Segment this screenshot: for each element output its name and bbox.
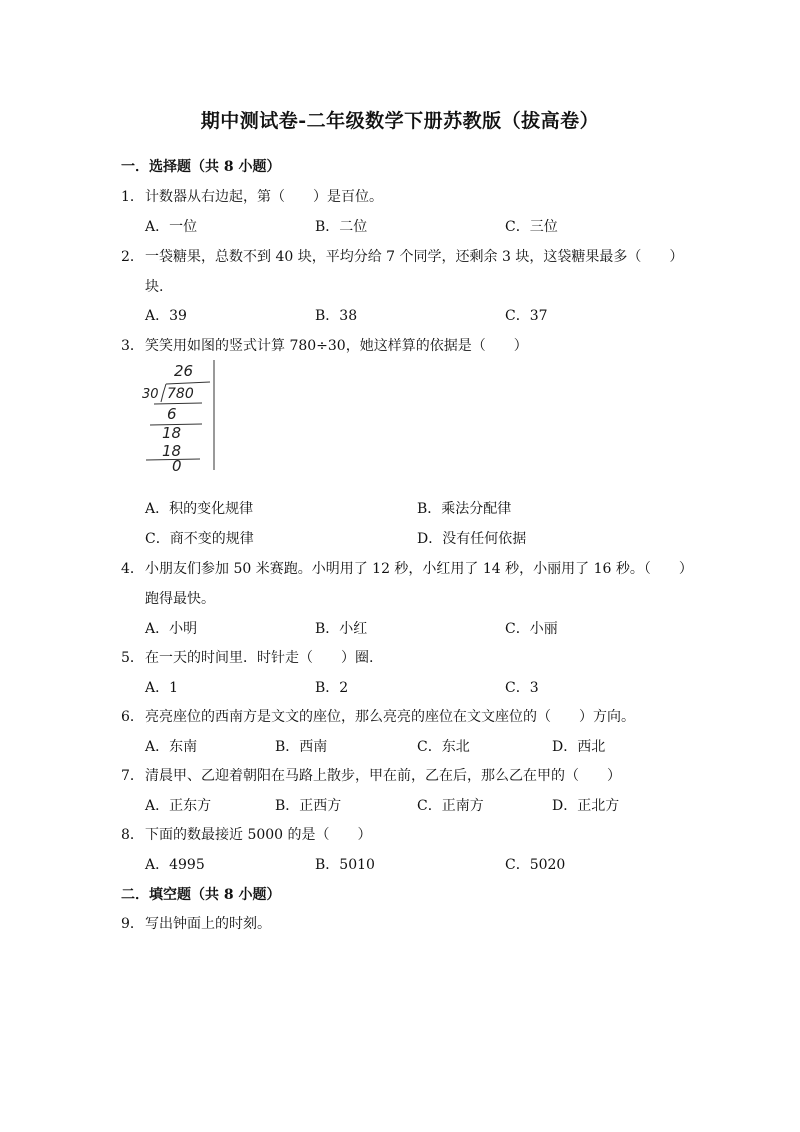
question-number: 6． xyxy=(121,709,144,725)
question-9 xyxy=(121,913,271,933)
question-number: 1． xyxy=(121,189,144,205)
division-line-2 xyxy=(150,424,202,425)
question-5 xyxy=(121,647,373,667)
question-2 xyxy=(121,246,683,266)
option-a: A．积的变化规律 xyxy=(145,501,254,517)
option-b: B．乘法分配律 xyxy=(417,501,512,517)
question-3 xyxy=(121,335,528,355)
division-bracket-curve xyxy=(161,384,166,402)
option-c: C．37 xyxy=(505,308,548,324)
question-continuation: 跑得最快。 xyxy=(145,591,215,607)
question-text: 下面的数最接近 5000 的是（ ） xyxy=(145,827,372,843)
question-6 xyxy=(121,706,635,726)
question-number: 2． xyxy=(121,249,144,265)
question-text: 小朋友们参加 50 米赛跑。小明用了 12 秒，小红用了 14 秒，小丽用了 16 秒。（ ） xyxy=(145,561,693,577)
option-c: C．5020 xyxy=(505,857,566,873)
question-continuation: 块. xyxy=(145,279,164,295)
option-c: C．商不变的规律 xyxy=(145,531,254,547)
option-a: A．39 xyxy=(145,308,187,324)
option-b: B．小红 xyxy=(315,621,368,637)
question-number: 5． xyxy=(121,650,144,666)
option-c: C．正南方 xyxy=(417,798,484,814)
question-number: 8． xyxy=(121,827,144,843)
question-number: 3． xyxy=(121,338,144,354)
division-bracket-top xyxy=(166,382,210,384)
section-heading-choice: 一．选择题（共 8 小题） xyxy=(121,159,281,175)
option-b: B．38 xyxy=(315,308,358,324)
section-heading-fill-in: 二．填空题（共 8 小题） xyxy=(121,887,281,903)
question-1 xyxy=(121,186,383,206)
option-c: C．三位 xyxy=(505,219,558,235)
division-divisor: 30 xyxy=(142,387,159,402)
question-number: 9． xyxy=(121,916,144,932)
division-quotient: 26 xyxy=(174,362,194,380)
question-4 xyxy=(121,558,693,578)
question-text: 笑笑用如图的竖式计算 780÷30，她这样算的依据是（ ） xyxy=(145,338,528,354)
question-text: 写出钟面上的时刻。 xyxy=(145,916,271,932)
option-b: B．西南 xyxy=(275,739,328,755)
division-dividend: 780 xyxy=(167,386,194,402)
division-step-3: 18 xyxy=(162,442,182,460)
question-text: 计数器从右边起，第（ ）是百位。 xyxy=(145,189,383,205)
option-b: B．正西方 xyxy=(275,798,342,814)
question-text: 亮亮座位的西南方是文文的座位，那么亮亮的座位在文文座位的（ ）方向。 xyxy=(145,709,635,725)
option-a: A．小明 xyxy=(145,621,198,637)
question-text: 一袋糖果，总数不到 40 块，平均分给 7 个同学，还剩余 3 块，这袋糖果最多（ ） xyxy=(145,249,684,265)
option-c: C．3 xyxy=(505,680,539,696)
option-b: B．2 xyxy=(315,680,349,696)
division-remainder: 0 xyxy=(172,457,182,473)
division-step-1: 6 xyxy=(167,405,177,423)
question-text: 清晨甲、乙迎着朝阳在马路上散步，甲在前，乙在后，那么乙在甲的（ ） xyxy=(145,768,621,784)
division-line-1 xyxy=(154,403,202,404)
division-line-3 xyxy=(146,459,200,460)
option-c: C．东北 xyxy=(417,739,470,755)
option-a: A．1 xyxy=(145,680,179,696)
question-8 xyxy=(121,824,372,844)
option-a: A．东南 xyxy=(145,739,198,755)
question-number: 7． xyxy=(121,768,144,784)
option-a: A．正东方 xyxy=(145,798,212,814)
option-d: D．没有任何依据 xyxy=(417,531,527,547)
option-d: D．西北 xyxy=(552,739,606,755)
option-a: A．一位 xyxy=(145,219,198,235)
question-7 xyxy=(121,765,621,785)
option-d: D．正北方 xyxy=(552,798,620,814)
division-step-2: 18 xyxy=(162,424,182,442)
long-division-figure xyxy=(140,358,220,473)
option-a: A．4995 xyxy=(145,857,205,873)
option-c: C．小丽 xyxy=(505,621,558,637)
option-b: B．5010 xyxy=(315,857,375,873)
page-title: 期中测试卷-二年级数学下册苏教版（拔高卷） xyxy=(200,110,600,132)
question-text: 在一天的时间里．时针走（ ）圈. xyxy=(145,650,374,666)
question-number: 4． xyxy=(121,561,144,577)
option-b: B．二位 xyxy=(315,219,368,235)
